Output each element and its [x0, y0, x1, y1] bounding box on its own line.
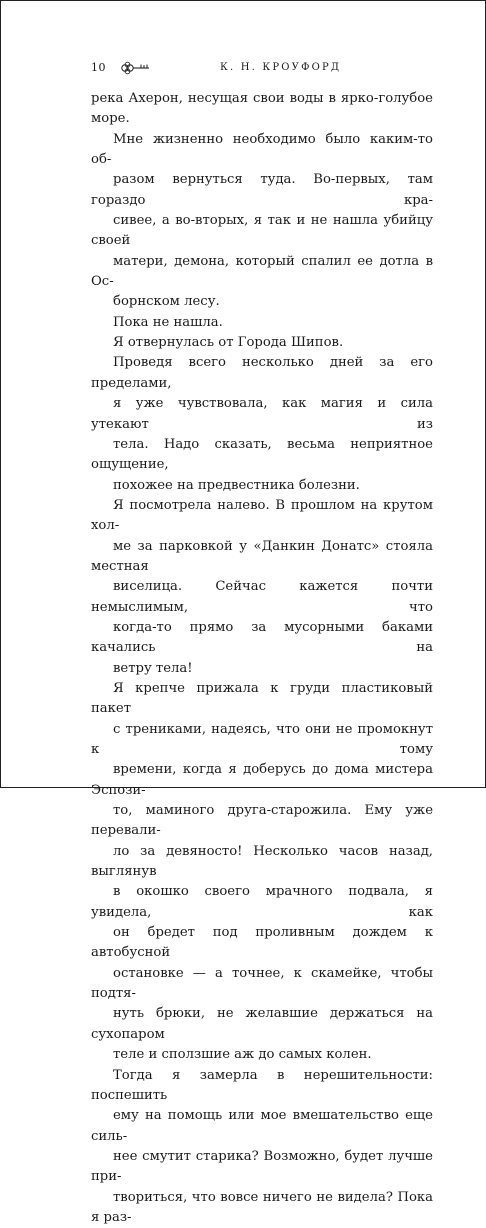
paragraph: [91, 333, 433, 353]
text-line: похожее на предвестника болезни.: [91, 476, 433, 496]
paragraph: [91, 353, 433, 495]
text-line: остановке — а точнее, к скамейке, чтобы подтя-: [91, 964, 433, 1005]
text-line: когда-то прямо за мусорными баками качались на: [91, 618, 433, 659]
text-line: Проведя всего несколько дней за его пределами,: [91, 353, 433, 394]
paragraph: [91, 679, 433, 1066]
text-line: с трениками, надеясь, что они не промокнут к тому: [91, 720, 433, 761]
paragraph: [91, 313, 433, 333]
text-line: разом вернуться туда. Во-первых, там гораздо кра-: [91, 170, 433, 211]
text-line: твориться, что вовсе ничего не видела? Пока я раз-: [91, 1188, 433, 1228]
paragraph: [91, 1066, 433, 1228]
text-line: Я посмотрела налево. В прошлом на крутом хол-: [91, 496, 433, 537]
text-line: времени, когда я доберусь до дома мистера Эспози-: [91, 760, 433, 801]
text-line: он бредет под проливным дождем к автобусной: [91, 923, 433, 964]
text-line: Я крепче прижала к груди пластиковый пакет: [91, 679, 433, 720]
text-line: ме за парковкой у «Данкин Донатс» стояла местная: [91, 537, 433, 578]
text-line: Я отвернулась от Города Шипов.: [91, 333, 433, 353]
text-line: река Ахерон, несущая свои воды в ярко-голубое: [91, 89, 433, 109]
paragraph: [91, 496, 433, 679]
text-line: тела. Надо сказать, весьма неприятное ощущение,: [91, 435, 433, 476]
page-number: 10: [91, 61, 106, 75]
text-line: Тогда я замерла в нерешительности: поспешить: [91, 1066, 433, 1107]
text-line: виселица. Сейчас кажется почти немыслимым, что: [91, 577, 433, 618]
text-line: борнском лесу.: [91, 292, 433, 312]
body-text: [91, 89, 433, 1228]
key-ornament-icon: [121, 61, 151, 75]
text-line: ветру тела!: [91, 659, 433, 679]
text-line: нее смутит старика? Возможно, будет лучше при-: [91, 1147, 433, 1188]
text-line: Мне жизненно необходимо было каким-то об-: [91, 130, 433, 171]
text-line: сивее, а во-вторых, я так и не нашла убийцу своей: [91, 211, 433, 252]
text-line: нуть брюки, не желавшие держаться на сухопаром: [91, 1004, 433, 1045]
text-line: теле и сползшие аж до самых колен.: [91, 1045, 433, 1065]
text-line: ло за девяносто! Несколько часов назад, выглянув: [91, 842, 433, 883]
running-head: К. Н. КРОУФОРД: [220, 61, 410, 75]
text-line: Пока не нашла.: [91, 313, 433, 333]
page-header: [91, 61, 431, 77]
text-line: море.: [91, 109, 433, 129]
paragraph: [91, 89, 433, 130]
text-line: в окошко своего мрачного подвала, я увидела, как: [91, 882, 433, 923]
text-line: ему на помощь или мое вмешательство еще силь-: [91, 1106, 433, 1147]
text-line: матери, демона, который спалил ее дотла в Ос-: [91, 252, 433, 293]
text-line: я уже чувствовала, как магия и сила утекают из: [91, 394, 433, 435]
paragraph: [91, 130, 433, 313]
text-line: то, маминого друга-старожила. Ему уже перевали-: [91, 801, 433, 842]
